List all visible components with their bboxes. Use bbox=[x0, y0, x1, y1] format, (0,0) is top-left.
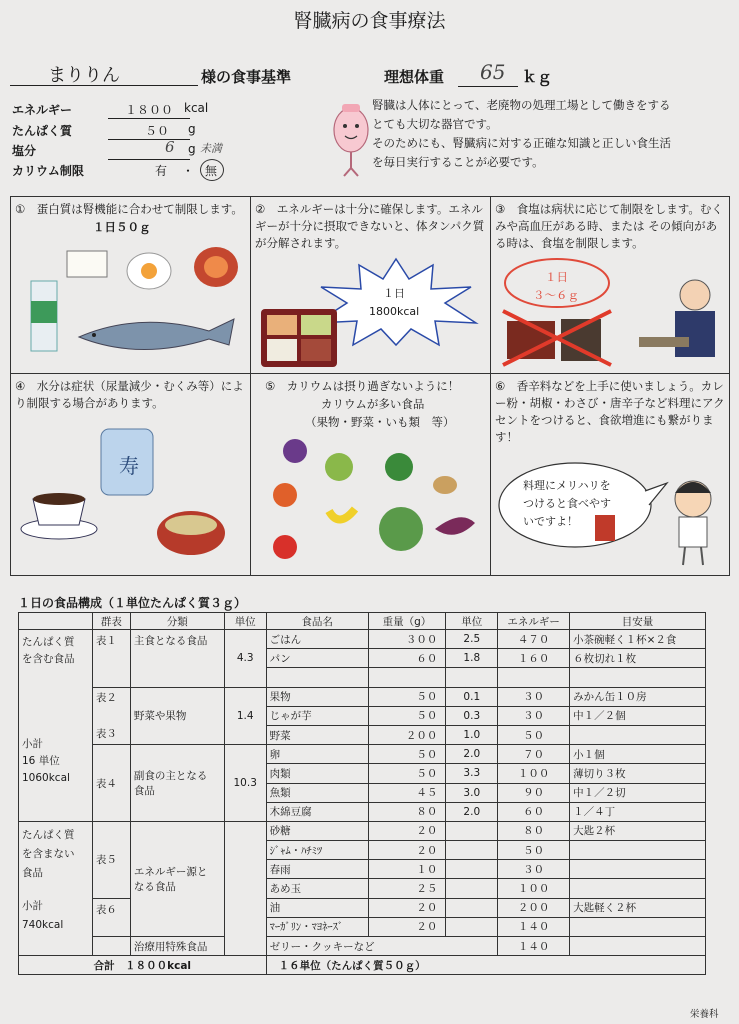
grid-divider bbox=[490, 197, 491, 575]
spacer bbox=[22, 668, 89, 736]
page-title: 腎臓病の食事療法 bbox=[293, 10, 446, 32]
food-name: 油 bbox=[266, 898, 368, 917]
protein-underline bbox=[108, 139, 190, 140]
food-name: ｼﾞｬﾑ・ﾊﾁﾐﾂ bbox=[266, 841, 368, 860]
food-weight: ２００ bbox=[368, 725, 446, 744]
special-energy: １４０ bbox=[498, 937, 570, 956]
food-composition-table bbox=[18, 612, 706, 975]
panel-protein-note: １日５０ｇ bbox=[93, 220, 151, 234]
food-guide: 大匙軽く２杯 bbox=[570, 898, 706, 917]
units-main-dish: 10.3 bbox=[224, 745, 266, 822]
bubble-line3: いですよ！ bbox=[523, 515, 578, 528]
potassium-foods-icon bbox=[255, 433, 487, 571]
units-staple: 4.3 bbox=[224, 630, 266, 688]
total-detail: １６単位（たんぱく質５０ｇ） bbox=[266, 956, 705, 975]
protein-unit: g bbox=[188, 122, 196, 136]
intro-text bbox=[372, 96, 732, 172]
food-unit bbox=[446, 860, 498, 879]
category-line: 食品 bbox=[133, 785, 155, 797]
potassium-sub2: （果物・野菜・いも類 等） bbox=[305, 415, 455, 429]
food-unit: 1.8 bbox=[446, 649, 498, 668]
food-weight: ５０ bbox=[368, 745, 446, 764]
header-units: 単位 bbox=[224, 613, 266, 630]
food-guide: １／４丁 bbox=[570, 802, 706, 821]
svg-text:寿: 寿 bbox=[119, 454, 139, 478]
food-weight: ２５ bbox=[368, 879, 446, 898]
salt-label: 塩分 bbox=[12, 144, 37, 158]
energy-label: エネルギー bbox=[12, 103, 73, 117]
food-name: 卵 bbox=[266, 745, 368, 764]
food-guide bbox=[570, 879, 706, 898]
panel-protein bbox=[15, 201, 247, 218]
energy-underline bbox=[108, 118, 190, 119]
panel-spices: ⑥ 香辛料などを上手に使いましょう。カレー粉・胡椒・わさび・唐辛子など料理にアクセントをつけると、食欲増進にも繋がります！ bbox=[495, 379, 725, 444]
patient-suffix: 様の食事基準 bbox=[201, 68, 292, 86]
group-b-kcal: 740kcal bbox=[22, 918, 64, 931]
food-energy: １６０ bbox=[498, 649, 570, 668]
group-table2-3 bbox=[92, 687, 130, 745]
food-energy: １００ bbox=[498, 764, 570, 783]
food-weight: ２０ bbox=[368, 821, 446, 840]
group-table2: 表２ bbox=[95, 691, 117, 704]
info-panel-grid bbox=[10, 196, 730, 576]
speech-bubble-shape bbox=[495, 453, 727, 571]
potassium-no-circle bbox=[200, 159, 224, 181]
food-guide: 中１／２個 bbox=[570, 706, 706, 725]
panel-potassium: ⑤ カリウムは摂り過ぎないように！ bbox=[265, 379, 460, 393]
food-guide: 小１個 bbox=[570, 745, 706, 764]
food-unit: 0.1 bbox=[446, 687, 498, 706]
food-guide: 中１／２切 bbox=[570, 783, 706, 802]
salt-note: 未満 bbox=[200, 142, 222, 155]
group-table1: 表１ bbox=[92, 630, 130, 688]
ideal-weight-value: 65 bbox=[480, 60, 506, 84]
potassium-no: 無 bbox=[205, 164, 218, 178]
grid-divider bbox=[250, 197, 251, 575]
food-unit: 2.0 bbox=[446, 802, 498, 821]
energy-unit: kcal bbox=[184, 101, 209, 115]
table-row bbox=[19, 687, 706, 706]
food-unit bbox=[446, 879, 498, 898]
food-name: じゃが芋 bbox=[266, 706, 368, 725]
food-guide bbox=[570, 937, 706, 956]
energy-value: １８００ bbox=[125, 103, 174, 117]
food-name: パン bbox=[266, 649, 368, 668]
table-row bbox=[19, 745, 706, 764]
potassium-sep: ・ bbox=[182, 164, 195, 178]
food-guide: みかん缶１０房 bbox=[570, 687, 706, 706]
special-food: ゼリー・クッキーなど bbox=[266, 937, 498, 956]
salt-underline bbox=[108, 159, 190, 160]
food-guide bbox=[570, 841, 706, 860]
category-line: なる食品 bbox=[133, 880, 176, 893]
table-row bbox=[19, 630, 706, 649]
food-unit bbox=[446, 917, 498, 936]
group-a-kcal: 1060kcal bbox=[22, 772, 70, 784]
table-cell bbox=[19, 613, 93, 630]
header-weight: 重量（g） bbox=[368, 613, 446, 630]
food-energy: ６０ bbox=[498, 802, 570, 821]
category-energy bbox=[130, 821, 224, 936]
food-weight bbox=[368, 668, 446, 687]
food-guide: 小茶碗軽く１杯×２食 bbox=[570, 630, 706, 649]
food-weight: ５０ bbox=[368, 764, 446, 783]
bento-box-icon bbox=[259, 307, 339, 369]
food-weight: ２０ bbox=[368, 917, 446, 936]
food-name: 果物 bbox=[266, 687, 368, 706]
food-unit: 2.0 bbox=[446, 745, 498, 764]
food-weight: ３００ bbox=[368, 630, 446, 649]
group-a-subtotal: 小計 bbox=[22, 738, 43, 750]
food-energy: ５０ bbox=[498, 725, 570, 744]
food-weight: ５０ bbox=[368, 687, 446, 706]
food-unit: 2.5 bbox=[446, 630, 498, 649]
food-name: あめ玉 bbox=[266, 879, 368, 898]
food-weight: １０ bbox=[368, 860, 446, 879]
bubble-line1: 料理にメリハリを bbox=[523, 479, 611, 492]
header-food: 食品名 bbox=[266, 613, 368, 630]
tea-cups-icon bbox=[19, 425, 244, 571]
food-name: ごはん bbox=[266, 630, 368, 649]
salt-unit: g bbox=[188, 142, 196, 156]
food-energy: ７０ bbox=[498, 745, 570, 764]
group-b-label bbox=[19, 821, 93, 955]
food-name: 野菜 bbox=[266, 725, 368, 744]
intro-line: を毎日実行することが必要です。 bbox=[372, 155, 544, 169]
category-line: エネルギー源と bbox=[133, 865, 208, 878]
food-name: 肉類 bbox=[266, 764, 368, 783]
spacer bbox=[96, 707, 127, 725]
bubble-line2: つけると食べやす bbox=[523, 497, 611, 510]
food-name bbox=[266, 668, 368, 687]
table-total-row bbox=[19, 956, 706, 975]
potassium-sub1: カリウムが多い食品 bbox=[321, 397, 425, 411]
food-unit bbox=[446, 898, 498, 917]
group-a-line: を含む食品 bbox=[22, 653, 75, 665]
intro-line: とても大切な器官です。 bbox=[372, 117, 498, 131]
table-row bbox=[19, 821, 706, 840]
potassium-yes: 有 bbox=[155, 164, 168, 178]
food-energy: ９０ bbox=[498, 783, 570, 802]
food-guide bbox=[570, 668, 706, 687]
food-unit: 3.3 bbox=[446, 764, 498, 783]
food-name: 砂糖 bbox=[266, 821, 368, 840]
category-produce: 野菜や果物 bbox=[130, 687, 224, 745]
food-weight: ２０ bbox=[368, 898, 446, 917]
table-cell bbox=[92, 937, 130, 956]
food-weight: ２０ bbox=[368, 841, 446, 860]
ideal-weight-label: 理想体重 bbox=[384, 68, 445, 86]
table-row bbox=[19, 937, 706, 956]
food-energy: １４０ bbox=[498, 917, 570, 936]
intro-line: 腎臓は人体にとって、老廃物の処理工場として働きをする bbox=[372, 98, 671, 112]
spacer bbox=[22, 883, 89, 897]
header-group: 群表 bbox=[92, 613, 130, 630]
table-title: １日の食品構成（１単位たんぱく質３ｇ） bbox=[18, 596, 247, 610]
intro-line: そのためにも、腎臓病に対する正確な知識と正しい食生活 bbox=[372, 136, 671, 150]
ideal-weight-unit: ｋｇ bbox=[522, 68, 553, 86]
food-energy: ３０ bbox=[498, 687, 570, 706]
salt-value: 6 bbox=[165, 138, 175, 156]
food-unit: 1.0 bbox=[446, 725, 498, 744]
protein-foods-icon bbox=[19, 241, 244, 369]
department-label: 栄養科 bbox=[690, 1009, 719, 1020]
group-b-line: を含まない bbox=[22, 847, 75, 860]
panel-water: ④ 水分は症状（尿量減少・むくみ等）により制限する場合があります。 bbox=[15, 379, 244, 410]
food-guide: 薄切り３枚 bbox=[570, 764, 706, 783]
food-name: ﾏｰｶﾞﾘﾝ・ﾏﾖﾈｰｽﾞ bbox=[266, 917, 368, 936]
header-category: 分類 bbox=[130, 613, 224, 630]
food-unit: 3.0 bbox=[446, 783, 498, 802]
salt-circle-line2: ３～６ｇ bbox=[533, 288, 579, 302]
header-energy: エネルギー bbox=[498, 613, 570, 630]
food-weight: ６０ bbox=[368, 649, 446, 668]
energy-burst-line2: 1800kcal bbox=[369, 305, 420, 318]
category-line: 副食の主となる bbox=[133, 770, 208, 782]
table-row bbox=[19, 898, 706, 917]
salt-illustration-icon bbox=[499, 255, 727, 369]
panel-protein-text: ① 蛋白質は腎機能に合わせて制限します。 bbox=[15, 202, 243, 216]
group-table6: 表６ bbox=[92, 898, 130, 936]
food-weight: ８０ bbox=[368, 802, 446, 821]
category-staple: 主食となる食品 bbox=[130, 630, 224, 688]
food-unit bbox=[446, 668, 498, 687]
food-energy: ３０ bbox=[498, 860, 570, 879]
energy-burst-line1: １日 bbox=[383, 287, 405, 300]
food-name: 魚類 bbox=[266, 783, 368, 802]
group-b-subtotal: 小計 bbox=[22, 899, 43, 912]
food-guide: 大匙２杯 bbox=[570, 821, 706, 840]
food-guide: ６枚切れ１枚 bbox=[570, 649, 706, 668]
group-a-units: 16 単位 bbox=[22, 755, 60, 767]
food-energy: ８０ bbox=[498, 821, 570, 840]
group-table4: 表４ bbox=[92, 745, 130, 822]
table-header-row bbox=[19, 613, 706, 630]
ideal-weight-underline bbox=[458, 86, 518, 87]
units-produce: 1.4 bbox=[224, 687, 266, 745]
group-table3: 表３ bbox=[95, 727, 117, 740]
group-a-label bbox=[19, 630, 93, 822]
group-b-line: たんぱく質 bbox=[22, 828, 75, 841]
food-unit bbox=[446, 821, 498, 840]
group-a-line: たんぱく質 bbox=[22, 636, 75, 648]
header-guide: 目安量 bbox=[570, 613, 706, 630]
units-empty bbox=[224, 821, 266, 955]
kidney-mascot-icon bbox=[330, 100, 372, 178]
food-name: 木綿豆腐 bbox=[266, 802, 368, 821]
food-guide bbox=[570, 725, 706, 744]
header-unit: 単位 bbox=[446, 613, 498, 630]
category-main-dish bbox=[130, 745, 224, 822]
group-table5: 表５ bbox=[92, 821, 130, 898]
category-special: 治療用特殊食品 bbox=[130, 937, 224, 956]
food-unit bbox=[446, 841, 498, 860]
food-weight: ４５ bbox=[368, 783, 446, 802]
food-energy: １００ bbox=[498, 879, 570, 898]
food-weight: ５０ bbox=[368, 706, 446, 725]
grid-divider bbox=[11, 373, 729, 374]
food-guide bbox=[570, 917, 706, 936]
food-energy: ３０ bbox=[498, 706, 570, 725]
salt-circle-line1: １日 bbox=[545, 270, 568, 284]
food-unit: 0.3 bbox=[446, 706, 498, 725]
food-guide bbox=[570, 860, 706, 879]
protein-label: たんぱく質 bbox=[12, 124, 73, 138]
total-kcal: 合計 １８００kcal bbox=[19, 956, 267, 975]
food-name: 春雨 bbox=[266, 860, 368, 879]
food-energy bbox=[498, 668, 570, 687]
food-energy: ４７０ bbox=[498, 630, 570, 649]
potassium-label: カリウム制限 bbox=[12, 164, 84, 178]
food-energy: ２００ bbox=[498, 898, 570, 917]
panel-salt: ③ 食塩は病状に応じて制限をします。むくみや高血圧がある時、または その傾向がある時は、食塩を制限します。 bbox=[495, 202, 723, 250]
group-b-line: 食品 bbox=[22, 866, 43, 879]
panel-energy: ② エネルギーは十分に確保します。エネルギーが十分に摂取できないと、体タンパク質が分解されます。 bbox=[255, 202, 485, 250]
patient-name: まりりん bbox=[48, 65, 120, 86]
food-energy: ５０ bbox=[498, 841, 570, 860]
protein-value: ５０ bbox=[145, 124, 170, 138]
